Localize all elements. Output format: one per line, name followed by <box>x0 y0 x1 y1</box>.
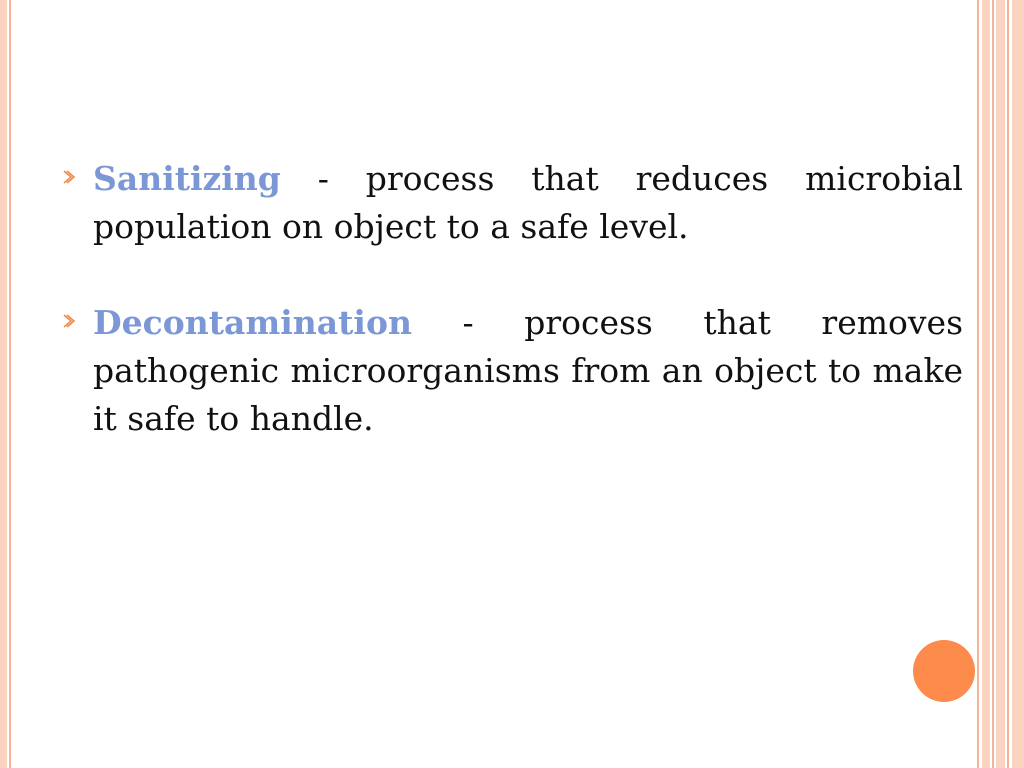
bullet-text <box>93 299 963 443</box>
bullet-item-decontamination <box>60 299 963 443</box>
term-definition: - process that removes pathogenic microorganisms from an object to make it safe to handle. <box>93 303 963 438</box>
decorative-circle <box>913 640 975 702</box>
slide-content <box>60 155 963 491</box>
left-border-band <box>0 0 7 768</box>
chevron-right-icon <box>60 168 78 186</box>
bullet-item-sanitizing <box>60 155 963 251</box>
right-border-stripe <box>992 0 994 768</box>
bullet-text <box>93 155 963 251</box>
term-label: Decontamination <box>93 303 412 342</box>
term-definition: - process that reduces microbial population on object to a safe level. <box>93 159 963 246</box>
left-border-line <box>9 0 11 768</box>
right-border-stripe <box>1007 0 1009 768</box>
chevron-right-icon <box>60 312 78 330</box>
right-border-stripe <box>996 0 1005 768</box>
right-border-stripe <box>982 0 990 768</box>
right-border-stripe <box>977 0 979 768</box>
term-label: Sanitizing <box>93 159 281 198</box>
right-border-stripe <box>1012 0 1024 768</box>
